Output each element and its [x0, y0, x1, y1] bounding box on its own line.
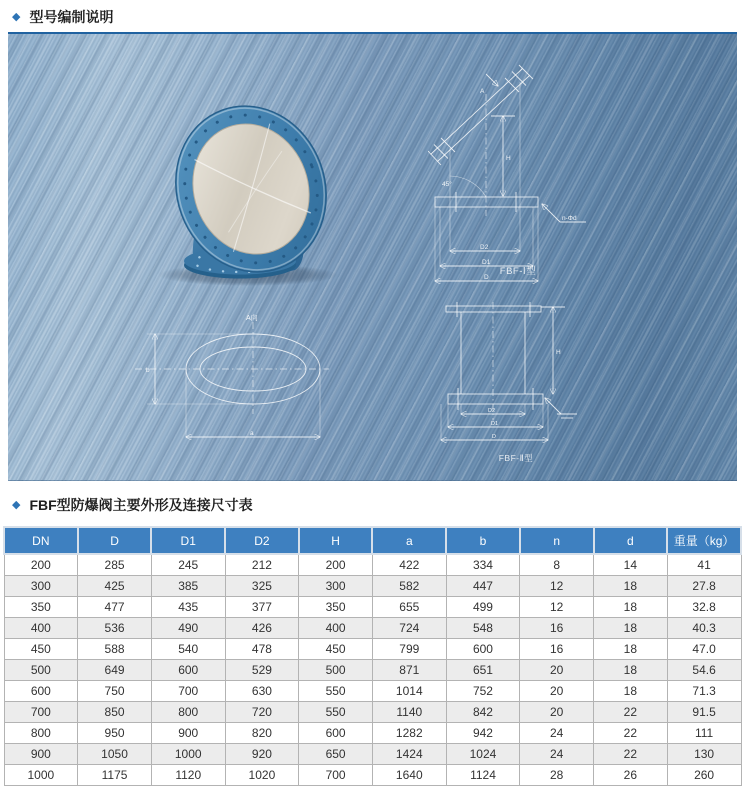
table-cell: 600: [4, 681, 78, 702]
table-row: [4, 597, 741, 618]
dimension-table-head: [4, 527, 741, 554]
table-cell: 800: [4, 723, 78, 744]
table-cell: 8: [520, 554, 594, 576]
table-cell: 650: [299, 744, 373, 765]
table-cell: 26: [594, 765, 668, 786]
column-header: d: [594, 527, 668, 554]
table-cell: 22: [594, 744, 668, 765]
table-cell: 111: [667, 723, 741, 744]
table-cell: 400: [4, 618, 78, 639]
table-cell: 649: [78, 660, 152, 681]
table-cell: 1640: [372, 765, 446, 786]
dim-label-D1b: D1: [491, 421, 499, 427]
table-cell: 91.5: [667, 702, 741, 723]
table-cell: 582: [372, 576, 446, 597]
column-header: DN: [4, 527, 78, 554]
table-cell: 422: [372, 554, 446, 576]
table-cell: 32.8: [667, 597, 741, 618]
table-cell: 71.3: [667, 681, 741, 702]
table-cell: 724: [372, 618, 446, 639]
column-header: D: [78, 527, 152, 554]
dim-label-angle: 45°: [442, 181, 452, 188]
table-cell: 300: [299, 576, 373, 597]
table-cell: 900: [151, 723, 225, 744]
section-title-model-text: 型号编制说明: [29, 9, 114, 25]
table-cell: 1175: [78, 765, 152, 786]
dim-label-D2: D2: [480, 244, 489, 251]
table-cell: 1000: [4, 765, 78, 786]
table-cell: 22: [594, 723, 668, 744]
figure-panel: [8, 32, 737, 481]
table-row: [4, 702, 741, 723]
dim-label-D2b: D2: [488, 408, 496, 414]
table-row: [4, 765, 741, 786]
table-cell: 500: [4, 660, 78, 681]
table-cell: 1282: [372, 723, 446, 744]
table-row: [4, 554, 741, 576]
diamond-bullet-icon: ◆: [12, 10, 21, 23]
table-cell: 18: [594, 576, 668, 597]
table-cell: 651: [446, 660, 520, 681]
table-cell: 540: [151, 639, 225, 660]
table-cell: 842: [446, 702, 520, 723]
table-cell: 820: [225, 723, 299, 744]
table-cell: 900: [4, 744, 78, 765]
column-header: n: [520, 527, 594, 554]
table-cell: 1424: [372, 744, 446, 765]
column-header: 重量（kg）: [667, 527, 741, 554]
table-cell: 47.0: [667, 639, 741, 660]
table-cell: 1000: [151, 744, 225, 765]
column-header: a: [372, 527, 446, 554]
table-cell: 450: [299, 639, 373, 660]
table-cell: 588: [78, 639, 152, 660]
diamond-bullet-icon: ◆: [12, 498, 21, 511]
table-cell: 377: [225, 597, 299, 618]
table-cell: 200: [299, 554, 373, 576]
table-cell: 426: [225, 618, 299, 639]
table-cell: 447: [446, 576, 520, 597]
table-cell: 350: [299, 597, 373, 618]
table-cell: 334: [446, 554, 520, 576]
table-row: [4, 639, 741, 660]
column-header: D1: [151, 527, 225, 554]
table-cell: 600: [446, 639, 520, 660]
table-cell: 325: [225, 576, 299, 597]
table-cell: 800: [151, 702, 225, 723]
table-cell: 41: [667, 554, 741, 576]
table-cell: 18: [594, 660, 668, 681]
dim-label-nd: n-Φd: [562, 215, 577, 222]
table-cell: 12: [520, 597, 594, 618]
table-cell: 245: [151, 554, 225, 576]
table-cell: 20: [520, 660, 594, 681]
table-cell: 212: [225, 554, 299, 576]
table-cell: 550: [299, 681, 373, 702]
table-cell: 12: [520, 576, 594, 597]
table-cell: 720: [225, 702, 299, 723]
table-cell: 14: [594, 554, 668, 576]
table-cell: 1020: [225, 765, 299, 786]
dim-label-b: b: [146, 367, 150, 374]
table-cell: 16: [520, 618, 594, 639]
dim-label-H2: H: [556, 349, 561, 356]
table-row: [4, 660, 741, 681]
dimension-table-body: [4, 554, 741, 786]
column-header: D2: [225, 527, 299, 554]
table-row: [4, 744, 741, 765]
dim-label-a: a: [250, 430, 254, 437]
table-cell: 1024: [446, 744, 520, 765]
table-cell: 1120: [151, 765, 225, 786]
table-cell: 40.3: [667, 618, 741, 639]
table-cell: 1014: [372, 681, 446, 702]
table-cell: 16: [520, 639, 594, 660]
table-cell: 550: [299, 702, 373, 723]
drawing-fbf1: [428, 64, 600, 290]
valve-photo: [153, 72, 348, 287]
table-cell: 20: [520, 702, 594, 723]
table-cell: 27.8: [667, 576, 741, 597]
table-cell: 24: [520, 744, 594, 765]
drawing-fbf1-caption: FBF-Ⅰ型: [499, 266, 537, 277]
table-cell: 28: [520, 765, 594, 786]
table-cell: 400: [299, 618, 373, 639]
dim-label-A: A: [480, 88, 485, 95]
table-cell: 536: [78, 618, 152, 639]
column-header: H: [299, 527, 373, 554]
table-cell: 200: [4, 554, 78, 576]
table-cell: 630: [225, 681, 299, 702]
table-cell: 1124: [446, 765, 520, 786]
table-cell: 655: [372, 597, 446, 618]
table-cell: 477: [78, 597, 152, 618]
table-cell: 18: [594, 681, 668, 702]
table-cell: 18: [594, 618, 668, 639]
table-cell: 499: [446, 597, 520, 618]
table-cell: 950: [78, 723, 152, 744]
table-cell: 1140: [372, 702, 446, 723]
drawing-fbf2: [433, 302, 608, 450]
table-cell: 300: [4, 576, 78, 597]
table-cell: 700: [4, 702, 78, 723]
table-cell: 18: [594, 597, 668, 618]
table-row: [4, 681, 741, 702]
table-cell: 942: [446, 723, 520, 744]
section-title-table: [0, 481, 745, 520]
table-cell: 1050: [78, 744, 152, 765]
table-cell: 600: [299, 723, 373, 744]
dim-label-Db: D: [492, 434, 496, 440]
section-title-model: [0, 0, 745, 32]
view-a-label: A向: [246, 315, 258, 322]
table-cell: 385: [151, 576, 225, 597]
table-cell: 435: [151, 597, 225, 618]
table-cell: 920: [225, 744, 299, 765]
dim-label-D1: D1: [482, 259, 491, 266]
table-cell: 529: [225, 660, 299, 681]
table-cell: 54.6: [667, 660, 741, 681]
table-cell: 24: [520, 723, 594, 744]
table-cell: 22: [594, 702, 668, 723]
table-cell: 700: [299, 765, 373, 786]
table-cell: 871: [372, 660, 446, 681]
table-cell: 260: [667, 765, 741, 786]
dim-label-H: H: [506, 155, 511, 162]
table-cell: 18: [594, 639, 668, 660]
table-cell: 450: [4, 639, 78, 660]
section-title-table-text: FBF型防爆阀主要外形及连接尺寸表: [29, 497, 253, 513]
table-cell: 750: [78, 681, 152, 702]
table-cell: 350: [4, 597, 78, 618]
table-cell: 130: [667, 744, 741, 765]
table-cell: 425: [78, 576, 152, 597]
table-cell: 548: [446, 618, 520, 639]
table-row: [4, 576, 741, 597]
table-cell: 850: [78, 702, 152, 723]
dim-label-D: D: [484, 274, 489, 281]
table-row: [4, 618, 741, 639]
header-row: [4, 527, 741, 554]
table-cell: 285: [78, 554, 152, 576]
drawing-fbf2-caption: FBF-Ⅱ型: [498, 453, 534, 463]
table-cell: 20: [520, 681, 594, 702]
table-cell: 600: [151, 660, 225, 681]
drawing-view-a: [133, 310, 333, 450]
table-cell: 478: [225, 639, 299, 660]
table-cell: 490: [151, 618, 225, 639]
column-header: b: [446, 527, 520, 554]
dimension-table: [3, 526, 742, 786]
table-cell: 799: [372, 639, 446, 660]
table-cell: 700: [151, 681, 225, 702]
table-cell: 500: [299, 660, 373, 681]
table-cell: 752: [446, 681, 520, 702]
table-row: [4, 723, 741, 744]
